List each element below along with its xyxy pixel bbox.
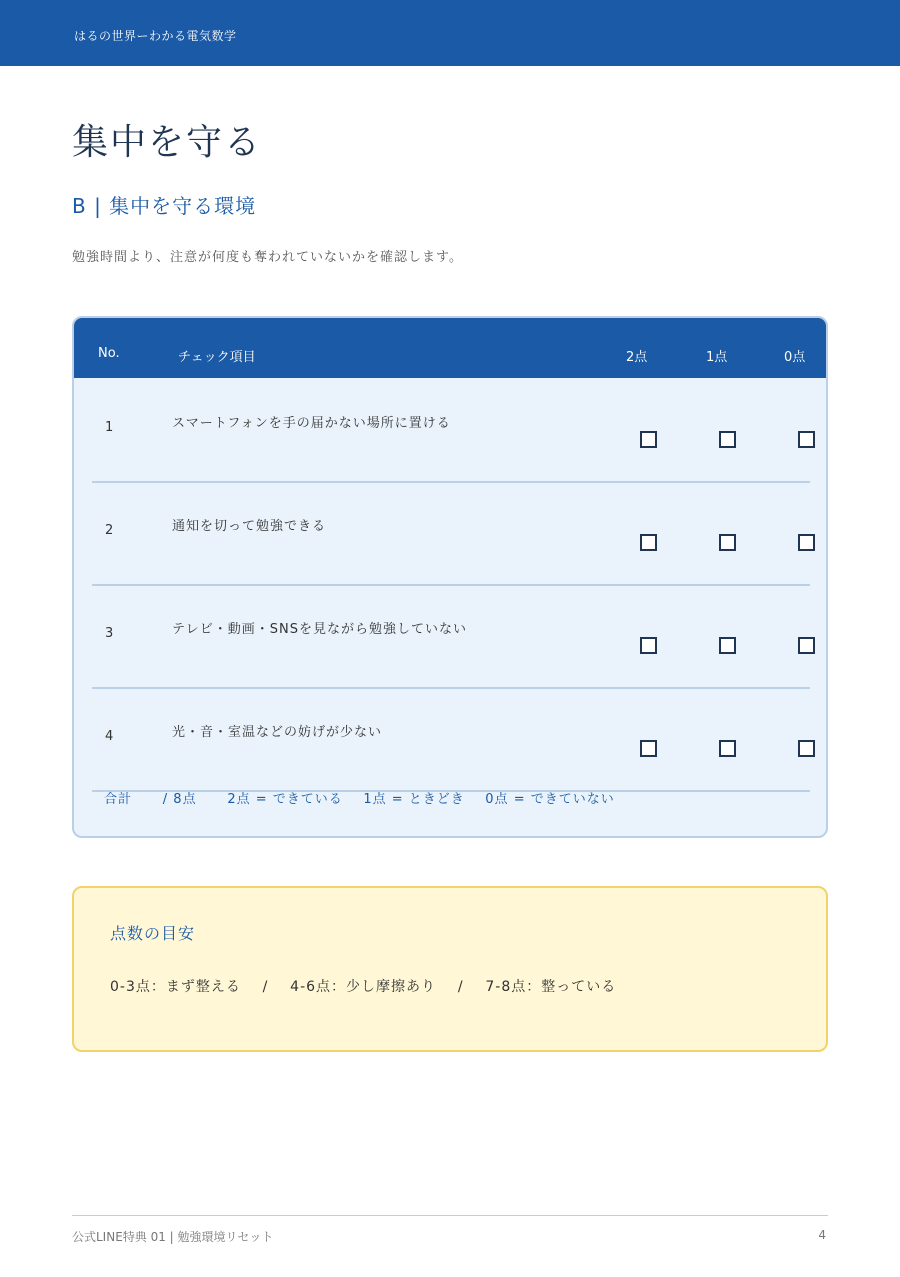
checkbox-1pt[interactable]	[719, 534, 736, 551]
checkbox-2pt[interactable]	[640, 431, 657, 448]
row-number: 4	[105, 729, 114, 744]
checklist-table	[72, 316, 828, 838]
row-item-text: スマートフォンを手の届かない場所に置ける	[172, 416, 451, 431]
checkbox-1pt[interactable]	[719, 431, 736, 448]
table-header	[74, 318, 826, 378]
score-guide-text: 0-3点：まず整える / 4-6点：少し摩擦あり / 7-8点：整っている	[110, 979, 617, 995]
table-row	[92, 378, 810, 483]
row-number: 2	[105, 523, 114, 538]
checkbox-0pt[interactable]	[798, 534, 815, 551]
intro-text: 勉強時間より、注意が何度も奪われていないかを確認します。	[72, 250, 463, 265]
table-row	[92, 481, 810, 586]
table-total-legend: 合計 / 8点 2点 = できている 1点 = ときどき 0点 = できていない	[104, 792, 615, 807]
footer-divider	[72, 1215, 828, 1216]
checkbox-1pt[interactable]	[719, 740, 736, 757]
table-row	[92, 687, 810, 792]
checkbox-0pt[interactable]	[798, 740, 815, 757]
page-title: 集中を守る	[72, 122, 263, 163]
header-no: No.	[98, 346, 120, 361]
checkbox-2pt[interactable]	[640, 740, 657, 757]
checkbox-0pt[interactable]	[798, 431, 815, 448]
row-item-text: 通知を切って勉強できる	[172, 519, 327, 534]
score-guide-title: 点数の目安	[110, 924, 196, 943]
table-row	[92, 584, 810, 689]
row-item-text: 光・音・室温などの妨げが少ない	[172, 725, 383, 740]
row-number: 1	[105, 420, 114, 435]
row-item-text: テレビ・動画・SNSを見ながら勉強していない	[172, 622, 467, 637]
row-number: 3	[105, 626, 114, 641]
header-item: チェック項目	[178, 350, 256, 365]
checkbox-2pt[interactable]	[640, 534, 657, 551]
checkbox-2pt[interactable]	[640, 637, 657, 654]
header-title: はるの世界ーわかる電気数学	[74, 29, 237, 43]
page-number: 4	[818, 1228, 826, 1242]
header-bar	[0, 0, 900, 66]
header-2pt: 2点	[626, 350, 648, 365]
checkbox-0pt[interactable]	[798, 637, 815, 654]
header-1pt: 1点	[706, 350, 728, 365]
header-0pt: 0点	[784, 350, 806, 365]
section-title: B | 集中を守る環境	[72, 194, 257, 218]
footer-label: 公式LINE特典 01 | 勉強環境リセット	[72, 1230, 274, 1244]
score-guide-box	[72, 886, 828, 1052]
checkbox-1pt[interactable]	[719, 637, 736, 654]
